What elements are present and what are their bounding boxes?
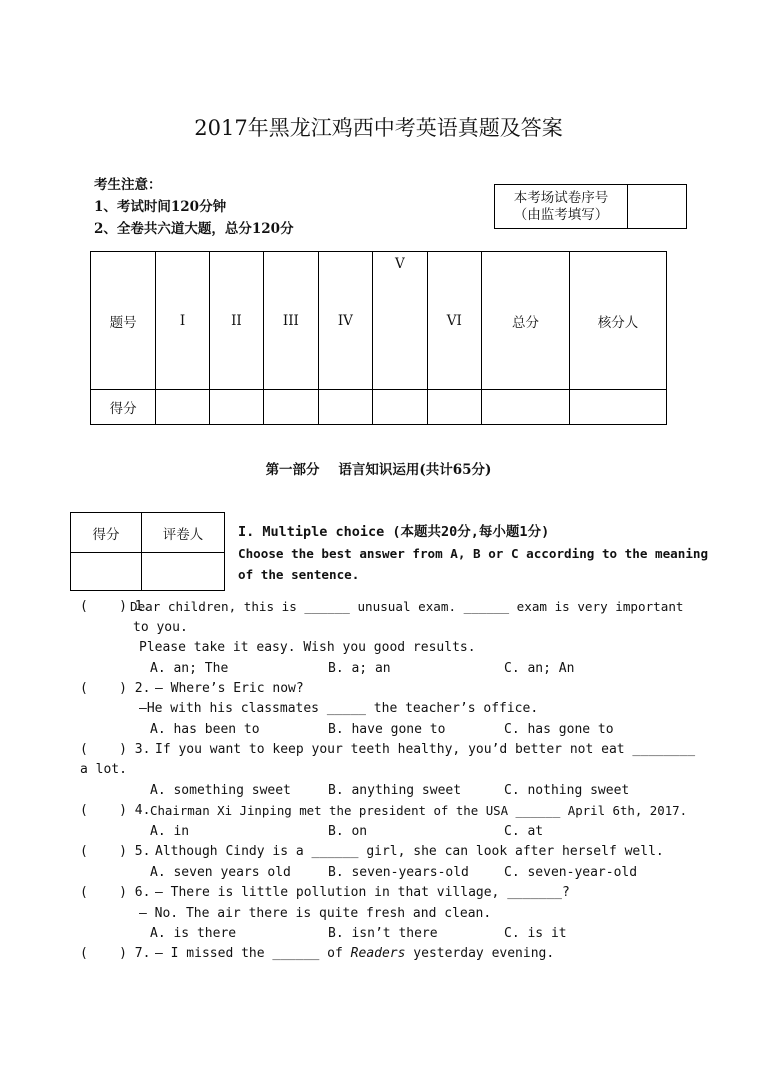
score-cell[interactable] xyxy=(570,390,667,425)
grader-score-cell[interactable] xyxy=(71,553,142,591)
exam-notice xyxy=(94,174,294,240)
score-table-header: V xyxy=(373,252,427,390)
grader-name-cell[interactable] xyxy=(142,553,225,591)
question-7-number: ( ) 7. xyxy=(80,946,151,961)
question-1-text: Dear children, this is ______ unusual exam. ______ exam is very important xyxy=(130,599,684,614)
question-6-text: — There is little pollution in that village, _______? xyxy=(155,885,570,900)
notice-item: 2、全卷共六道大题，总分120分 xyxy=(94,221,294,237)
notice-item: 1、考试时间120分钟 xyxy=(94,199,227,215)
score-cell[interactable] xyxy=(209,390,263,425)
question-1-option-b[interactable]: B. a; an xyxy=(328,661,391,676)
score-cell[interactable] xyxy=(264,390,319,425)
part-title: 第一部分 语言知识运用(共计65分) xyxy=(265,462,492,478)
question-5-number: ( ) 5. xyxy=(80,844,151,859)
seat-number-label: 本考场试卷序号 （由监考填写） xyxy=(495,185,628,229)
question-6-text: — No. The air there is quite fresh and clean. xyxy=(139,906,492,921)
question-6-option-c[interactable]: C. is it xyxy=(504,926,567,941)
question-2-text: — Where’s Eric now? xyxy=(155,681,304,696)
question-4-text: Chairman Xi Jinping met the president of the USA ______ April 6th, 2017. xyxy=(150,803,688,818)
question-7-title-italic: Readers xyxy=(350,946,406,961)
question-1-option-c[interactable]: C. an; An xyxy=(504,661,575,676)
score-cell[interactable] xyxy=(373,390,427,425)
section-title: I. Multiple choice (本题共20分,每小题1分) xyxy=(238,524,550,540)
question-2-text: —He with his classmates _____ the teacher’s office. xyxy=(139,701,539,716)
question-6-option-b[interactable]: B. isn’t there xyxy=(328,926,438,941)
question-5-text: Although Cindy is a ______ girl, she can look after herself well. xyxy=(155,844,664,859)
question-2-option-c[interactable]: C. has gone to xyxy=(504,722,614,737)
section-instruction: of the sentence. xyxy=(238,567,360,582)
score-table-header: IV xyxy=(318,252,372,390)
question-3-text: If you want to keep your teeth healthy, you’d better not eat ________ xyxy=(155,742,696,757)
question-1-text: Please take it easy. Wish you good results. xyxy=(139,640,476,655)
question-1-option-a[interactable]: A. an; The xyxy=(150,661,229,676)
question-4-option-a[interactable]: A. in xyxy=(150,824,190,839)
question-6-number: ( ) 6. xyxy=(80,885,151,900)
question-4-option-c[interactable]: C. at xyxy=(504,824,544,839)
section-instruction: Choose the best answer from A, B or C according to the meaning xyxy=(238,546,709,561)
seat-number-cell[interactable] xyxy=(628,185,687,229)
question-3-text: a lot. xyxy=(80,762,127,777)
score-table-header: 总分 xyxy=(482,252,570,390)
score-table xyxy=(90,251,667,425)
question-5-option-b[interactable]: B. seven-years-old xyxy=(328,865,469,880)
score-table-header: 核分人 xyxy=(570,252,667,390)
seat-number-box xyxy=(494,184,687,229)
question-4-option-b[interactable]: B. on xyxy=(328,824,368,839)
question-5-option-a[interactable]: A. seven years old xyxy=(150,865,291,880)
question-1-text: to you. xyxy=(133,620,188,635)
question-7-text: — I missed the ______ of Readers yesterday evening. xyxy=(155,946,555,961)
question-6-option-a[interactable]: A. is there xyxy=(150,926,237,941)
question-1-number: ( ) 1. xyxy=(80,599,151,614)
question-2-number: ( ) 2. xyxy=(80,681,151,696)
question-5-option-c[interactable]: C. seven-year-old xyxy=(504,865,638,880)
score-cell[interactable] xyxy=(156,390,209,425)
question-2-option-b[interactable]: B. have gone to xyxy=(328,722,446,737)
score-table-header: III xyxy=(264,252,319,390)
score-table-header: II xyxy=(209,252,263,390)
score-row-label: 得分 xyxy=(91,390,156,425)
grader-score-label: 得分 xyxy=(71,513,142,553)
page-title: 2017年黑龙江鸡西中考英语真题及答案 xyxy=(194,116,563,140)
score-cell[interactable] xyxy=(318,390,372,425)
question-3-number: ( ) 3. xyxy=(80,742,151,757)
score-cell[interactable] xyxy=(482,390,570,425)
question-4-number: ( ) 4. xyxy=(80,803,151,818)
section-header xyxy=(238,522,738,585)
grader-label: 评卷人 xyxy=(142,513,225,553)
question-2-option-a[interactable]: A. has been to xyxy=(150,722,260,737)
question-3-option-c[interactable]: C. nothing sweet xyxy=(504,783,630,798)
question-3-option-b[interactable]: B. anything sweet xyxy=(328,783,462,798)
score-table-row-label: 题号 xyxy=(91,252,156,390)
score-table-header: VI xyxy=(427,252,481,390)
score-cell[interactable] xyxy=(427,390,481,425)
notice-heading: 考生注意： xyxy=(94,177,162,193)
score-table-header: I xyxy=(156,252,209,390)
grader-box xyxy=(70,512,225,591)
question-3-option-a[interactable]: A. something sweet xyxy=(150,783,291,798)
